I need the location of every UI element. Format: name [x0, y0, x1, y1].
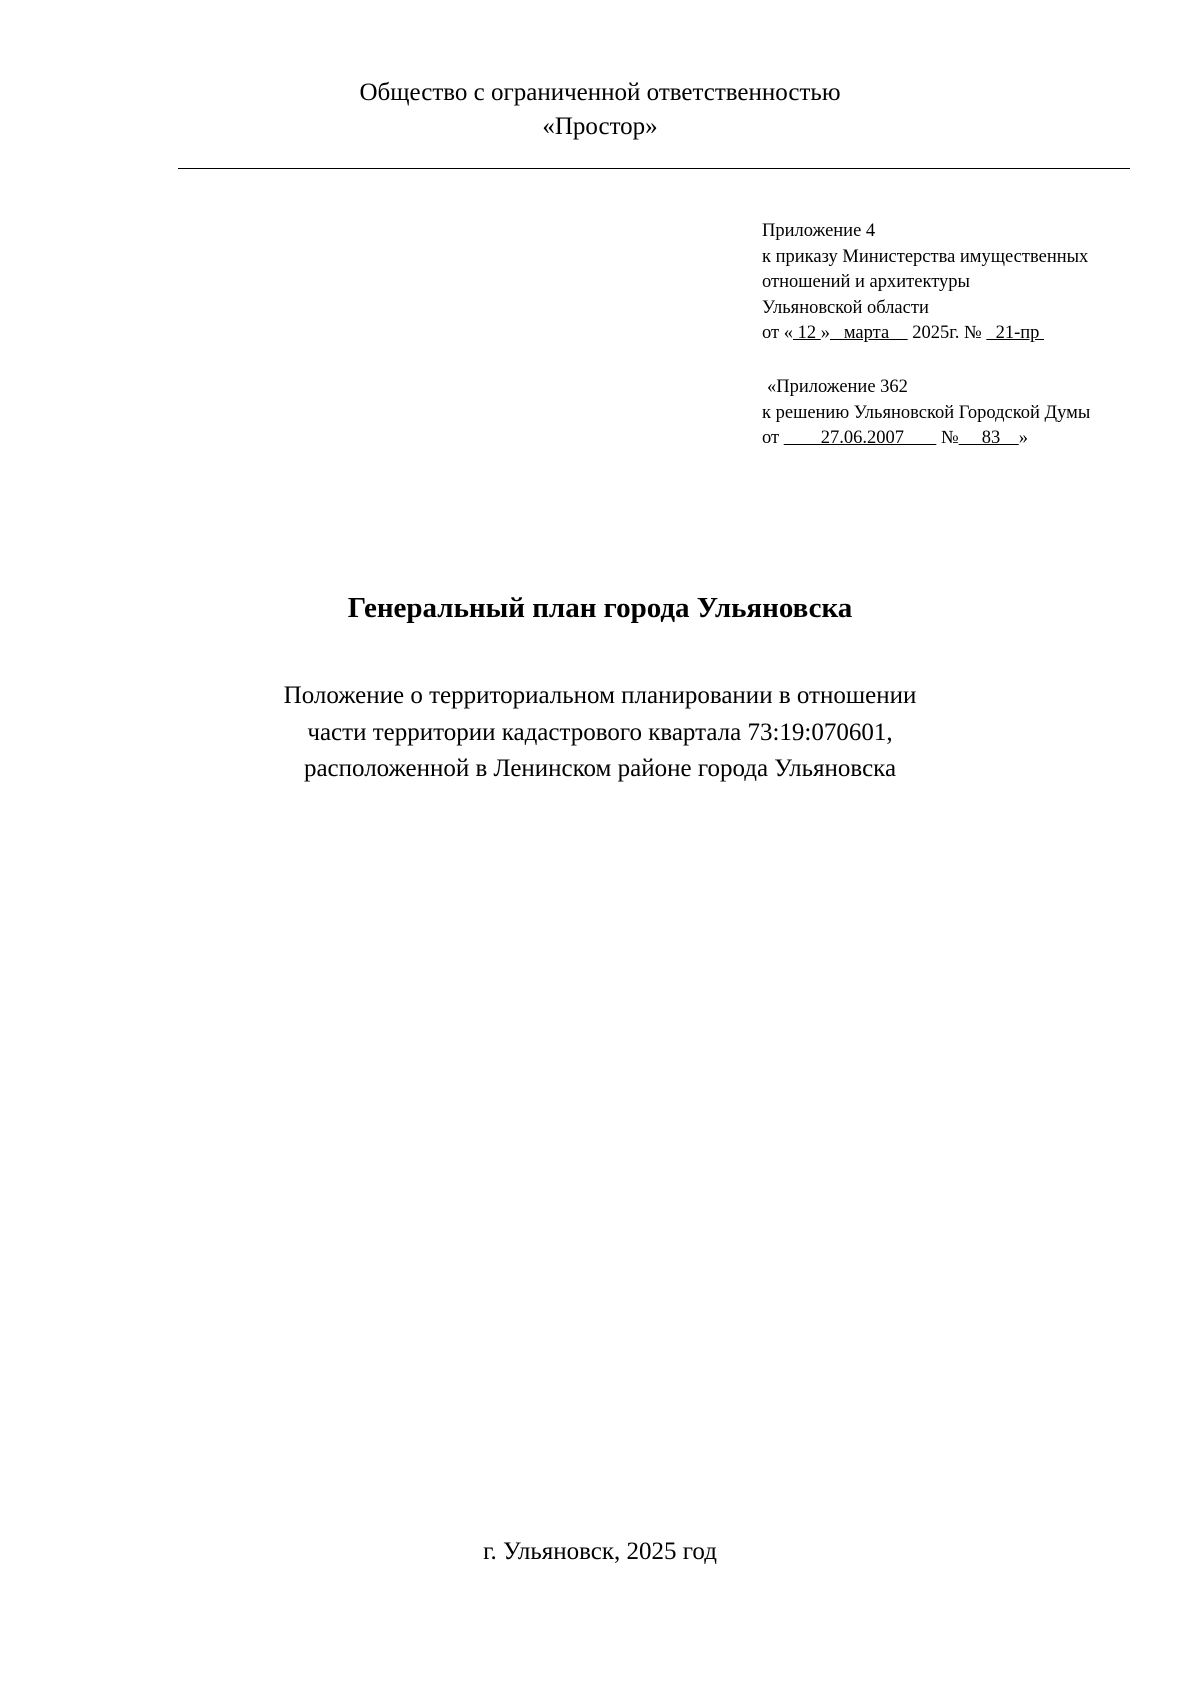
appendix-order-block: [762, 219, 1162, 347]
appendix-order-title: Приложение 4: [762, 221, 876, 241]
document-title: Генеральный план города Ульяновска: [347, 592, 853, 624]
order-year: 2025г. №: [907, 323, 987, 343]
order-month: марта: [829, 323, 908, 343]
appendix-decision-title: «Приложение 362: [767, 377, 908, 397]
order-day: 12: [792, 323, 821, 343]
header-divider: [178, 168, 1130, 169]
order-number: 21-пр: [986, 323, 1045, 343]
decision-date-prefix: от: [762, 428, 784, 448]
organization-name-line2: «Простор»: [542, 113, 658, 140]
appendix-decision-block: [762, 375, 1162, 452]
decision-number: 83: [958, 428, 1019, 448]
organization-name-line1: Общество с ограниченной ответственностью: [359, 79, 841, 106]
decision-date: 27.06.2007: [783, 428, 937, 448]
subtitle-line1: Положение о территориальном планировании в отношении: [283, 682, 917, 709]
subtitle-line3: расположенной в Ленинском районе города Ульяновска: [303, 755, 897, 782]
organization-header: [0, 76, 1200, 144]
decision-number-prefix: №: [936, 428, 959, 448]
document-subtitle: [0, 678, 1200, 788]
appendix-decision-date-line: [762, 426, 1162, 452]
decision-close-quote: »: [1018, 428, 1028, 448]
place-and-year: г. Ульяновск, 2025 год: [483, 1538, 717, 1565]
subtitle-line2: части территории кадастрового квартала 73:19:070601,: [307, 718, 893, 746]
appendix-order-ref-line2: отношений и архитектуры: [762, 272, 970, 292]
order-date-prefix: от «: [762, 323, 793, 343]
appendix-order-date-line: [762, 321, 1162, 347]
order-day-close: »: [820, 323, 830, 343]
appendix-order-ref-line1: к приказу Министерства имущественных: [762, 246, 1089, 267]
appendix-decision-ref: к решению Ульяновской Городской Думы: [762, 402, 1091, 423]
appendix-order-ref-line3: Ульяновской области: [762, 297, 929, 318]
